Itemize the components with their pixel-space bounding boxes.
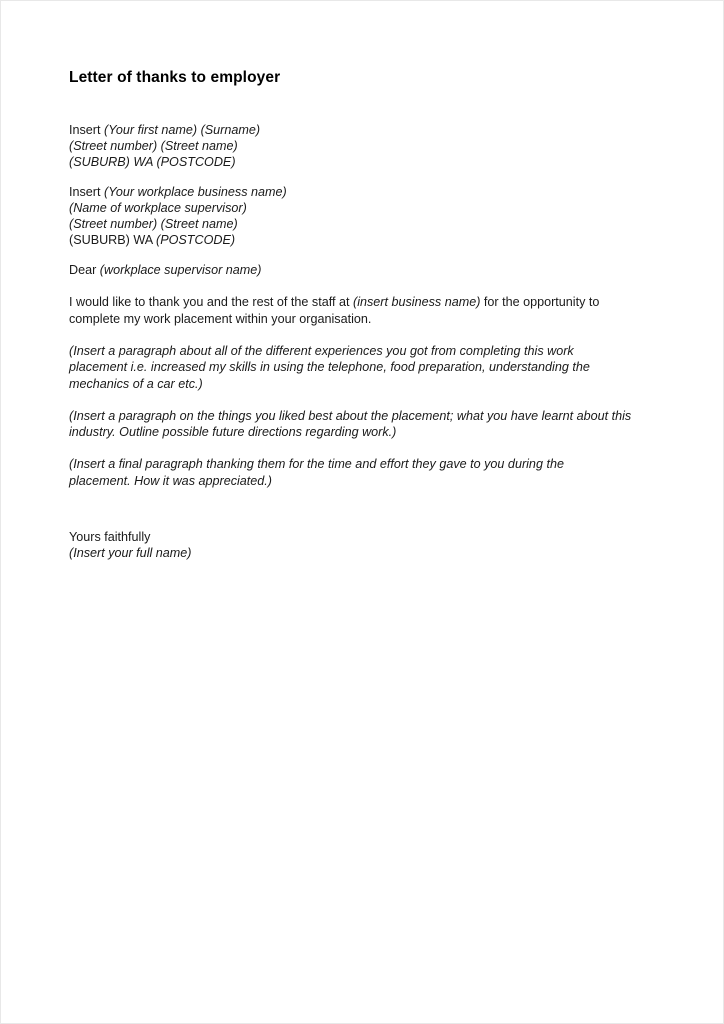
- sender-address-line-1: [69, 122, 647, 138]
- recipient-line-2-placeholder: (Name of workplace supervisor): [69, 200, 247, 215]
- recipient-address-line-2: [69, 200, 647, 216]
- body-paragraph-1: (Insert a paragraph about all of the different experiences you got from completing this work placement i.e. increased my skills in using the telephone, food preparation, understanding the mechanics of a car etc.): [69, 343, 590, 391]
- sender-address-line-2: [69, 138, 647, 154]
- recipient-address-line-4: [69, 232, 647, 248]
- recipient-line-1-prefix: Insert: [69, 184, 104, 199]
- intro-business-name-placeholder: (insert business name): [353, 295, 481, 310]
- intro-paragraph: [69, 294, 644, 327]
- recipient-address-line-3: [69, 216, 647, 232]
- sender-address-block: [69, 122, 647, 170]
- recipient-line-4-placeholder: (POSTCODE): [156, 233, 236, 248]
- spacer-after-intro: [69, 327, 647, 343]
- spacer-after-body-2: [69, 440, 647, 456]
- page-title: Letter of thanks to employer: [69, 69, 281, 86]
- recipient-line-4-prefix: (SUBURB) WA: [69, 233, 156, 248]
- closing-signature-placeholder: [69, 545, 647, 561]
- signature-name-placeholder: (Insert your full name): [69, 546, 192, 561]
- salutation-line: [69, 262, 647, 278]
- spacer-before-closing: [69, 489, 647, 529]
- intro-part-2: for the opportunity to complete my work placement within your organisation.: [69, 295, 600, 326]
- spacer-after-salutation: [69, 278, 647, 294]
- recipient-address-line-1: [69, 184, 647, 200]
- spacer-after-body-1: [69, 392, 647, 408]
- closing-block: [69, 529, 647, 561]
- salutation-prefix: Dear: [69, 263, 100, 278]
- closing-salutation: Yours faithfully: [69, 530, 151, 545]
- letter-body: [69, 69, 647, 561]
- sender-address-line-3: [69, 154, 647, 170]
- sender-line-3-placeholder: (SUBURB) WA (POSTCODE): [69, 154, 236, 169]
- sender-line-2-placeholder: (Street number) (Street name): [69, 138, 238, 153]
- sender-line-1-prefix: Insert: [69, 122, 104, 137]
- recipient-line-3-placeholder: (Street number) (Street name): [69, 217, 238, 232]
- body-paragraph-2: (Insert a paragraph on the things you liked best about the placement; what you have learnt about this industry. Outline possible future directions regarding work.): [69, 408, 632, 440]
- spacer-after-recipient-address: [69, 248, 647, 262]
- spacer-after-sender-address: [69, 170, 647, 184]
- salutation-placeholder: (workplace supervisor name): [99, 263, 262, 278]
- intro-part-1: I would like to thank you and the rest of the staff at: [69, 295, 353, 310]
- recipient-line-1-placeholder: (Your workplace business name): [104, 184, 287, 199]
- body-paragraph-3: (Insert a final paragraph thanking them for the time and effort they gave to you during the placement. How it was appreciated.): [69, 457, 564, 488]
- recipient-address-block: [69, 184, 647, 248]
- sender-line-1-placeholder: (Your first name) (Surname): [104, 122, 261, 137]
- salutation: [69, 262, 647, 278]
